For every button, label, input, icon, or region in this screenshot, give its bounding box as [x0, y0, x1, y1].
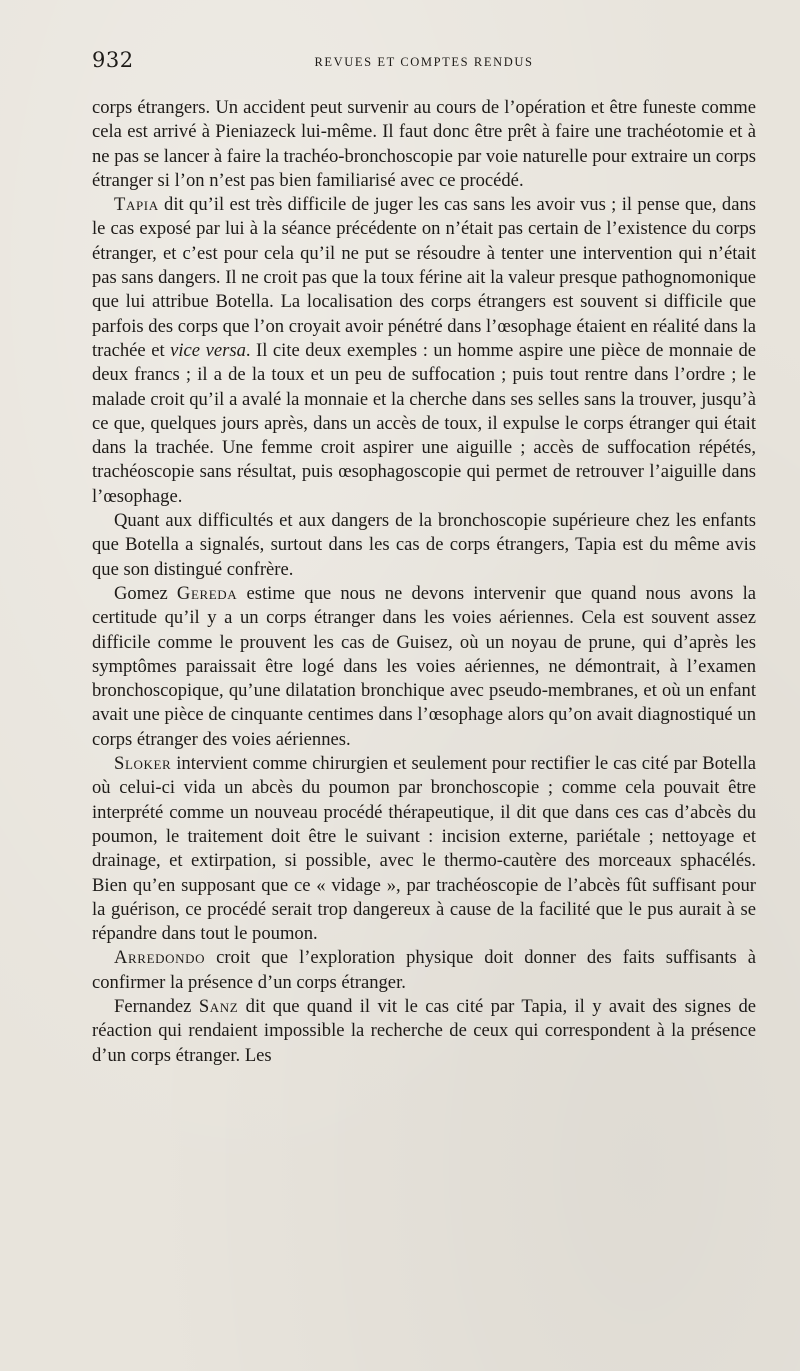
paragraph-difficulties	[92, 509, 756, 582]
page-header	[92, 48, 756, 78]
paragraph-continuation	[92, 96, 756, 193]
running-head: REVUES ET COMPTES RENDUS	[314, 55, 534, 69]
paragraph-arredondo	[92, 946, 756, 995]
speaker-name: Sloker	[114, 753, 172, 775]
paragraph-gereda	[92, 582, 756, 752]
paragraph-sloker	[92, 752, 756, 946]
paragraph-text: dit qu’il est très difficile de juger les cas sans les avoir vus ; il pense que, dans le cas exposé par lui à la séance précédente on n’était pas certain de l’existence du corps étranger, et c’est pour cela qu’il ne put se résoudre à tenter une intervention qui n’était pas sans dangers. Il ne croit pas que la toux férine ait la valeur presque pathognomonique que lui attribue Botella. La localisation des corps étrangers est souvent si difficile que parfois des corps que l’on croyait avoir pénétré dans l’œsophage étaient en réalité dans la trachée et	[92, 194, 757, 361]
italic-phrase: vice versa	[170, 339, 246, 361]
paragraph-text: croit que l’exploration physique doit donner des faits suffisants à confirmer la présence d’un corps étranger.	[92, 947, 756, 993]
speaker-name: Gereda	[176, 582, 238, 604]
paragraph-text-after: . Il cite deux exemples : un homme aspire une pièce de monnaie de deux francs ; il a de la toux et un peu de suffocation ; puis tout rentre dans l’ordre ; le malade croit qu’il a avalé la monnaie et la cherche dans ses selles sans la trouver, jusqu’à ce que, quelques jours après, dans un accès de toux, il expulse le corps étranger qui était dans la trachée. Une femme croit aspirer une aiguille ; accès de suffocation répétés, trachéoscopie sans résultat, puis œsophagoscopie qui permet de retrouver l’aiguille dans l’œsophage.	[92, 339, 756, 507]
speaker-name: Arredondo	[114, 947, 206, 969]
speaker-prefix: Fernandez	[114, 995, 199, 1017]
speaker-name: Tapia	[114, 194, 159, 216]
paragraph-text: corps étrangers. Un accident peut survenir au cours de l’opération et être funeste comme cela est arrivé à Pieniazeck lui-même. Il faut donc être prêt à faire une trachéotomie et à ne pas se lancer à faire la trachéo-bronchoscopie par voie naturelle pour extraire un corps étranger si l’on n’est pas bien familiarisé avec ce procédé.	[92, 97, 756, 191]
body-text	[92, 96, 756, 1068]
paragraph-text: intervient comme chirurgien et seulement pour rectifier le cas cité par Botella où celui-ci vida un abcès du poumon par bronchoscopie ; comme cela pouvait être interprété comme un nouveau procédé thérapeutique, il dit que dans ces cas d’abcès du poumon, le traitement doit être le suivant : incision externe, pariétale ; nettoyage et drainage, et extirpation, si possible, avec le thermo-cautère des morceaux sphacélés. Bien qu’en supposant que ce « vidage », par trachéoscopie de l’abcès fût suffisant pour la guérison, ce procédé serait trop dangereux à cause de la facilité que le pus aurait à se répandre dans tout le poumon.	[92, 753, 756, 945]
paragraph-text: estime que nous ne devons intervenir que quand nous avons la certitude qu’il y a un corps étranger dans les voies aériennes. Cela est souvent assez difficile comme le prouvent les cas de Guisez, où un noyau de prune, qui d’après les symptômes paraissait être logé dans les voies aériennes, ne démontrait, à l’examen bronchoscopique, qu’une dilatation bronchique avec pseudo-membranes, et où un enfant avait une pièce de cinquante centimes dans l’œsophage alors qu’on avait diagnostiqué un corps étranger des voies aériennes.	[92, 582, 756, 750]
paragraph-text: dit que quand il vit le cas cité par Tapia, il y avait des signes de réaction qui rendaient impossible la recherche de ceux qui correspondent à la présence d’un corps étranger. Les	[92, 995, 756, 1066]
paragraph-text: Quant aux difficultés et aux dangers de la bronchoscopie supérieure chez les enfants que Botella a signalés, surtout dans les cas de corps étrangers, Tapia est du même avis que son distingué confrère.	[92, 510, 756, 580]
page-number: 932	[92, 48, 134, 72]
speaker-prefix: Gomez	[114, 582, 177, 604]
paragraph-tapia	[92, 193, 756, 509]
speaker-name: Sanz	[198, 995, 239, 1017]
paragraph-sanz	[92, 995, 756, 1068]
